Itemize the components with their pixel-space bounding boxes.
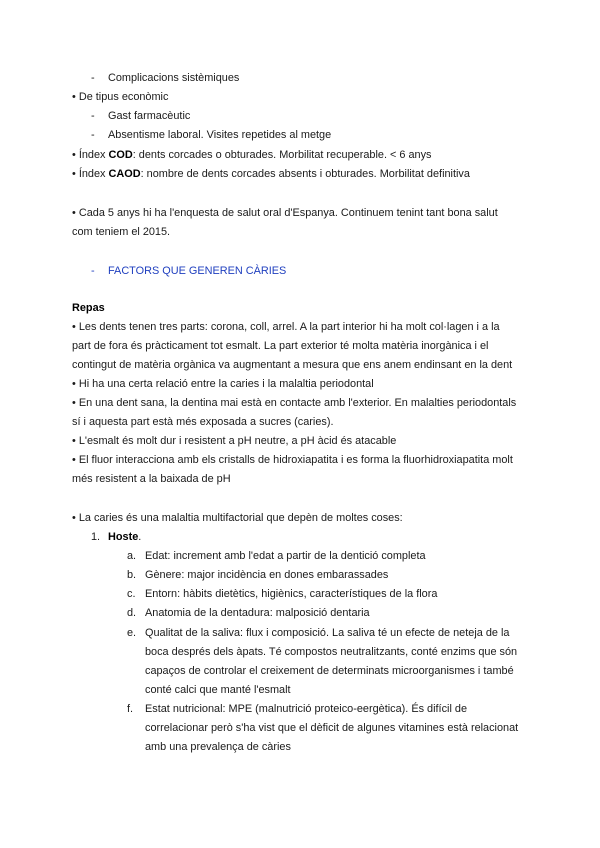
factor-nutricional-line1: Estat nutricional: MPE (malnutrició proteico-eergètica). És difícil de (145, 703, 468, 715)
repas-p2: • Hi ha una certa relació entre la caries i la malaltia periodontal (72, 378, 374, 390)
caries-intro: • La caries és una malaltia multifactorial que depèn de moltes coses: (72, 512, 403, 524)
factor-nutricional-line2: correlacionar però s'ha vist que el dèficit de algunes vitamines està relacionat (145, 722, 519, 734)
repas-p3-line2: sí i aquesta part està més exposada a sucres (caries). (72, 416, 334, 428)
list-item-absentisme: Absentisme laboral. Visites repetides al metge (108, 129, 332, 141)
survey-line-1: • Cada 5 anys hi ha l'enquesta de salut oral d'Espanya. Continuem tenint tant bona salut (72, 207, 498, 219)
list-letter: e. (127, 627, 137, 639)
list-letter: b. (127, 569, 137, 581)
caod-definition: : nombre de dents corcades absents i obturades. Morbilitat definitiva (140, 168, 470, 180)
list-dash: - (91, 110, 95, 122)
list-letter: d. (127, 607, 137, 619)
factor-nutricional-line3: amb una prevalença de càries (145, 741, 291, 753)
list-item-gast: Gast farmacèutic (108, 110, 191, 122)
list-letter: a. (127, 550, 137, 562)
caod-prefix: • Índex (72, 168, 109, 180)
repas-p5-line2: més resistent a la baixada de pH (72, 473, 231, 485)
list-dash: - (91, 129, 95, 141)
host-heading (108, 530, 141, 544)
cod-term: COD (108, 149, 133, 161)
survey-line-2: com teniem el 2015. (72, 226, 171, 238)
factor-anatomia: Anatomia de la dentadura: malposició dentaria (145, 607, 370, 619)
factor-saliva-line1: Qualitat de la saliva: flux i composició. La saliva té un efecte de neteja de la (145, 627, 510, 639)
repas-p5-line1: • El fluor interacciona amb els cristalls de hidroxiapatita i es forma la fluorhidroxiapatita molt (72, 454, 513, 466)
bullet-economic: • De tipus econòmic (72, 91, 169, 103)
section-heading: FACTORS QUE GENEREN CÀRIES (108, 265, 287, 277)
repas-title: Repas (72, 302, 105, 314)
factor-saliva-line2: boca després dels àpats. Té compostos neutralitzants, conté enzims que són (145, 646, 518, 658)
list-letter: c. (127, 588, 136, 600)
factor-saliva-line4: conté calci que manté l'esmalt (145, 684, 291, 696)
list-number: 1. (91, 531, 101, 543)
caod-term: CAOD (108, 168, 141, 180)
bullet-index-caod (72, 167, 470, 181)
repas-p1-line3: contingut de matèria orgànica va augmentant a mesura que ens anem endinsant en la dent (72, 359, 513, 371)
factor-genere: Gènere: major incidència en dones embarassades (145, 569, 389, 581)
host-term: Hoste (108, 531, 139, 543)
bullet-index-cod (72, 148, 431, 162)
repas-p1-line2: part de fora és pràcticament tot esmalt. La part exterior té molta matèria inorgànica i el (72, 340, 489, 352)
factor-entorn: Entorn: hàbits dietètics, higiènics, característiques de la flora (145, 588, 438, 600)
repas-p3-line1: • En una dent sana, la dentina mai està en contacte amb l'exterior. En malalties periodontals (72, 397, 517, 409)
repas-p1-line1: • Les dents tenen tres parts: corona, coll, arrel. A la part interior hi ha molt col·lagen i a la (72, 321, 500, 333)
host-period: . (138, 531, 142, 543)
list-item-complicacions: Complicacions sistèmiques (108, 72, 240, 84)
cod-definition: : dents corcades o obturades. Morbilitat recuperable. < 6 anys (132, 149, 432, 161)
repas-p4: • L'esmalt és molt dur i resistent a pH neutre, a pH àcid és atacable (72, 435, 397, 447)
list-dash: - (91, 72, 95, 84)
factor-edat: Edat: increment amb l'edat a partir de la dentició completa (145, 550, 426, 562)
heading-dash: - (91, 265, 95, 277)
list-letter: f. (127, 703, 134, 715)
factor-saliva-line3: capaços de controlar el creixement de determinats microorganismes i també (145, 665, 514, 677)
cod-prefix: • Índex (72, 149, 109, 161)
